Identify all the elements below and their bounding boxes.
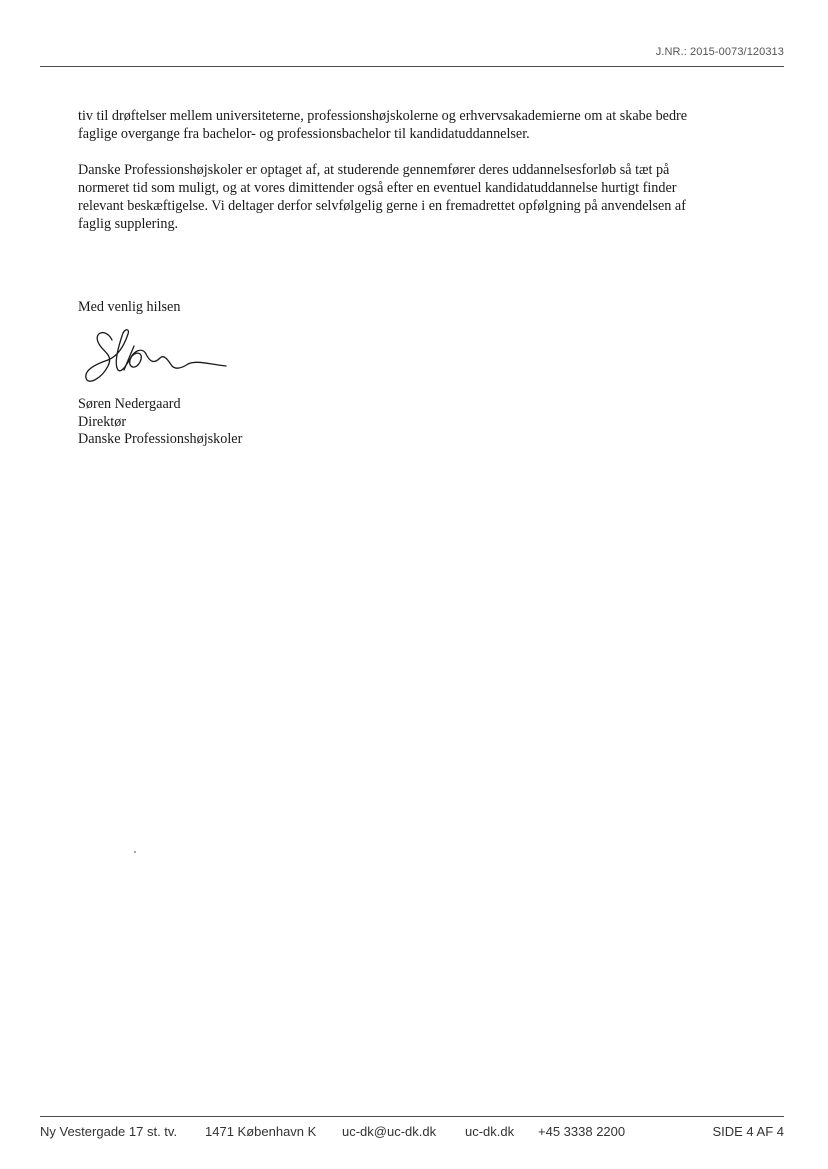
- letter-paragraph: [78, 107, 748, 143]
- footer-street: Ny Vestergade 17 st. tv.: [40, 1124, 178, 1139]
- closing-salutation: Med venlig hilsen: [78, 299, 181, 315]
- footer-divider: [40, 1116, 784, 1117]
- paragraph-line: faglige overgange fra bachelor- og professionsbachelor til kandidatuddannelser.: [78, 126, 530, 142]
- footer-email: uc-dk@uc-dk.dk: [342, 1124, 437, 1139]
- signer-name: Søren Nedergaard: [78, 396, 181, 412]
- signer-organization: Danske Professionshøjskoler: [78, 431, 243, 447]
- paragraph-line: tiv til drøftelser mellem universiteterne, professionshøjskolerne og erhvervsakademierne om at skabe bedre: [78, 108, 688, 124]
- paragraph-line: faglig supplering.: [78, 216, 179, 232]
- signer-block: [78, 396, 242, 449]
- handwritten-signature: [84, 326, 234, 392]
- journal-number: J.NR.: 2015-0073/120313: [655, 46, 784, 58]
- paragraph-line: normeret tid som muligt, og at vores dimittender også efter en eventuel kandidatuddannelse hurtigt finder: [78, 180, 677, 196]
- scan-speck: [134, 851, 136, 853]
- header-divider: [40, 66, 784, 67]
- footer-phone: +45 3338 2200: [538, 1124, 626, 1139]
- footer-website: uc-dk.dk: [465, 1124, 515, 1139]
- paragraph-line: Danske Professionshøjskoler er optaget af, at studerende gennemfører deres uddannelsesforløb så tæt på: [78, 162, 670, 178]
- footer-city: 1471 København K: [205, 1124, 317, 1139]
- page-number: SIDE 4 AF 4: [712, 1124, 784, 1139]
- letter-paragraph: [78, 161, 748, 233]
- paragraph-line: relevant beskæftigelse. Vi deltager derfor selvfølgelig gerne i en fremadrettet opfølgning på anvendelsen af: [78, 198, 686, 214]
- signer-title: Direktør: [78, 413, 127, 430]
